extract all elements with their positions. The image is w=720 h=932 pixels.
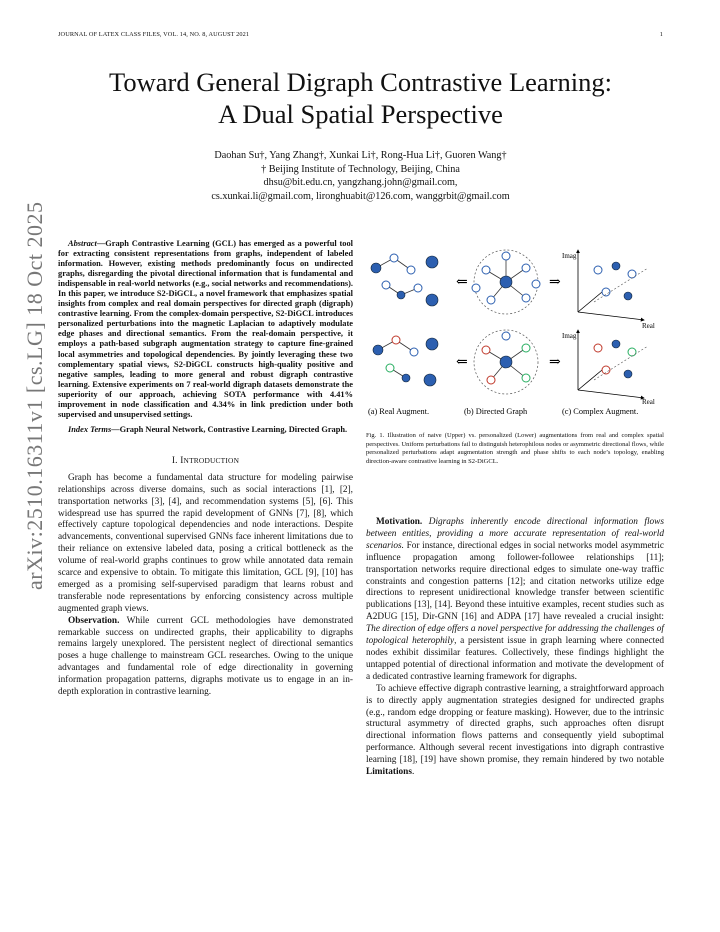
author-block [58, 149, 663, 203]
observation-text: While current GCL methodologies have demonstrated remarkable success on undirected graphs, their applicability to digraphs remains largely unexplored. The persistent neglect of directional semantics poses a huge challenge to mainstream GCL researches. Owing to the unique advantages and fundamental role of edge directionality in governing information propagation patterns, digraphs motivate us to engage in an in-depth exploration in contrastive learning. [58, 615, 353, 698]
graph-node [602, 366, 610, 374]
arxiv-stamp: arXiv:2510.16311v1 [cs.LG] 18 Oct 2025 [22, 201, 47, 590]
abstract-label: Abstract [68, 239, 97, 248]
arrow-left-icon: ⇐ [456, 275, 468, 290]
panel-a-upper [371, 254, 438, 306]
graph-node [414, 284, 422, 292]
author-emails-2: cs.xunkai.li@gmail.com, lironghuabit@126.com, wanggrbit@gmail.com [211, 190, 510, 202]
axis-imag-label: Imag [562, 252, 577, 260]
section-heading [58, 455, 353, 468]
graph-node [487, 296, 495, 304]
graph-node [386, 364, 394, 372]
abstract [58, 239, 353, 420]
graph-node [502, 332, 510, 340]
limitations-label: Limitations [366, 767, 412, 778]
panel-a-lower [373, 336, 438, 386]
graph-node [390, 254, 398, 262]
running-header: JOURNAL OF LATEX CLASS FILES, VOL. 14, NO. 8, AUGUST 2021 [58, 31, 250, 38]
title-line-1: Toward General Digraph Contrastive Learning: [109, 67, 612, 97]
graph-node [371, 263, 381, 273]
graph-node [522, 374, 530, 382]
graph-node [424, 374, 436, 386]
graph-node [426, 338, 438, 350]
author-emails-1: dhsu@bit.edu.cn, yangzhang.john@gmail.com, [263, 177, 458, 188]
figure-label-c: (c) Complex Augment. [562, 407, 639, 416]
figure-label-b: (b) Directed Graph [464, 407, 528, 416]
abstract-text: —Graph Contrastive Learning (GCL) has emerged as a powerful tool for extracting consistent representations from graphs, independent of labeled information. However, existing methods predominantly focus on undirected graphs, disregarding the pivotal directional information that is fundamental and indispensable in real-world networks (e.g., social networks and recommendations). In this paper, we introduce S2-DiGCL, a novel framework that emphasizes spatial insights from complex and real domain perspectives for directed graph (digraph) contrastive learning. From the complex-domain perspective, S2-DiGCL introduces personalized perturbations into the magnetic Laplacian to adaptively modulate edge phases and directional semantics. From the real-domain perspective, it employs a path-based subgraph augmentation strategy to capture fine-grained local asymmetries and topological dependencies. By jointly leveraging these two complementary spatial views, S2-DiGCL constructs high-quality positive and negative samples, leading to more general and robust digraph contrastive learning. Extensive experiments on 7 real-world digraph datasets demonstrate the superiority of our approach, achieving SOTA performance with 4.41% improvement in node classification and 4.34% in link prediction under both supervised and unsupervised settings. [58, 239, 353, 419]
graph-node [426, 294, 438, 306]
graph-node [402, 374, 410, 382]
graph-node [612, 262, 620, 270]
paper-title [58, 66, 663, 130]
author-names: Daohan Su†, Yang Zhang†, Xunkai Li†, Rong-Hua Li†, Guoren Wang† [214, 150, 507, 161]
graph-node [522, 264, 530, 272]
axis-imag-label: Imag [562, 332, 577, 340]
right-column [366, 517, 664, 779]
page-number: 1 [659, 31, 663, 38]
figure-caption: Fig. 1. Illustration of naive (Upper) vs. personalized (Lower) augmentations from real and complex spatial perspectives. Uniform perturbations fail to distinguish heterophilous nodes or asymmetric directional flows, while personalized perturbations adapt augmentation strength and phase shifts to each node’s topology, enabling direction-aware contrastive learning in S2-DiGCL. [366, 432, 664, 465]
observation-paragraph [58, 616, 353, 699]
graph-node [392, 336, 400, 344]
intro-paragraph: Graph has become a fundamental data structure for modeling pairwise relationships across diverse domains, such as social interactions [1], [2], transportation networks [3], [4], and recommendation systems [5], [6]. This widespread use has spurred the rapid development of GNNs [7], [8], which effectively capture topological dependencies and node interactions. Despite advancements, conventional supervised GNNs face inherent limitations due to their reliance on extensive labeled data, posing a critical bottleneck as the volume of real-world graphs continues to grow while annotated data remain scarce and expensive to obtain. To mitigate this limitation, GCL [9], [10] has emerged as a promising self-supervised paradigm that learns robust and transferable node representations by enforcing consistency across multiple augmented graph views. [58, 472, 353, 614]
panel-b-upper [456, 250, 561, 314]
motivation-text-2: , a persistent issue in graph learning where connected nodes exhibit dissimilar features. Collectively, these findings highlight the untapped potential of directional information and motivate the development of a dedicated contrastive learning framework for digraphs. [366, 636, 664, 682]
observation-label: Observation. [68, 615, 120, 626]
graph-node [482, 346, 490, 354]
limitations-paragraph [366, 684, 664, 779]
graph-node [410, 348, 418, 356]
graph-node [602, 288, 610, 296]
graph-node [502, 252, 510, 260]
graph-node [522, 294, 530, 302]
arrow-right-icon: ⇒ [549, 355, 561, 370]
arrow-right-icon: ⇒ [549, 275, 561, 290]
section-number: I. [171, 455, 178, 466]
graph-node [624, 370, 632, 378]
panel-b-lower [456, 330, 561, 394]
graph-node [594, 266, 602, 274]
graph-node [628, 270, 636, 278]
graph-node [382, 281, 390, 289]
axis-real-label: Real [642, 322, 655, 330]
author-affiliation: † Beijing Institute of Technology, Beijing, China [261, 163, 460, 175]
section-title-first: I [180, 455, 184, 466]
graph-node [472, 284, 480, 292]
figure-1 [366, 240, 666, 420]
graph-node [522, 344, 530, 352]
motivation-text-1: For instance, directional edges in social networks model asymmetric influence propagation among follower-followee relationships [11]; transportation networks require directional edges to simulate one-way traffic constraints and congestion patterns [12]; and citation networks utilize edge directions to represent unidirectional knowledge transfer between scientific publications [13], [14]. Beyond these intuitive examples, recent studies such as A2DUG [15], Dir-GNN [16] and ADPA [17] have revealed a crucial insight: [366, 540, 664, 623]
graph-node [482, 266, 490, 274]
graph-node [426, 256, 438, 268]
motivation-paragraph [366, 517, 664, 684]
graph-node [487, 376, 495, 384]
graph-node [500, 356, 512, 368]
panel-c-lower [562, 330, 655, 406]
graph-node [628, 348, 636, 356]
graph-node [594, 344, 602, 352]
motivation-italic-2: The direction of edge offers a novel perspective for addressing the challenges of topological heterophily [366, 624, 664, 647]
figure-label-a: (a) Real Augment. [368, 407, 430, 416]
graph-node [373, 345, 383, 355]
axis-real-label: Real [642, 398, 655, 406]
graph-node [407, 266, 415, 274]
graph-node [397, 291, 405, 299]
graph-node [500, 276, 512, 288]
left-column [58, 239, 353, 699]
arrow-left-icon: ⇐ [456, 355, 468, 370]
title-line-2: A Dual Spatial Perspective [218, 99, 503, 129]
index-terms [58, 425, 353, 435]
section-title-rest: NTRODUCTION [183, 455, 240, 465]
index-terms-text: —Graph Neural Network, Contrastive Learning, Directed Graph. [111, 424, 348, 434]
limitations-end: . [411, 767, 415, 778]
graph-node [624, 292, 632, 300]
index-terms-label: Index Terms [68, 424, 112, 434]
motivation-label: Motivation. [376, 517, 423, 527]
panel-c-upper [562, 250, 655, 330]
limitations-text: To achieve effective digraph contrastive learning, a straightforward approach is to directly apply augmentation strategies designed for undirected graphs (e.g., random edge dropping or feature masking). However, due to the intrinsic structural asymmetry of directed graphs, such approaches often disrupt directional information flows patterns and consequently yield suboptimal performance. Although several recent investigations into digraph contrastive learning [18], [19] have shown promise, they remain hindered by two notable [366, 683, 664, 766]
graph-node [612, 340, 620, 348]
motivation-italic-1: Digraphs inherently encode directional information flows between entities, providing a more accurate representation of real-world scenarios. [366, 517, 664, 551]
graph-node [532, 280, 540, 288]
